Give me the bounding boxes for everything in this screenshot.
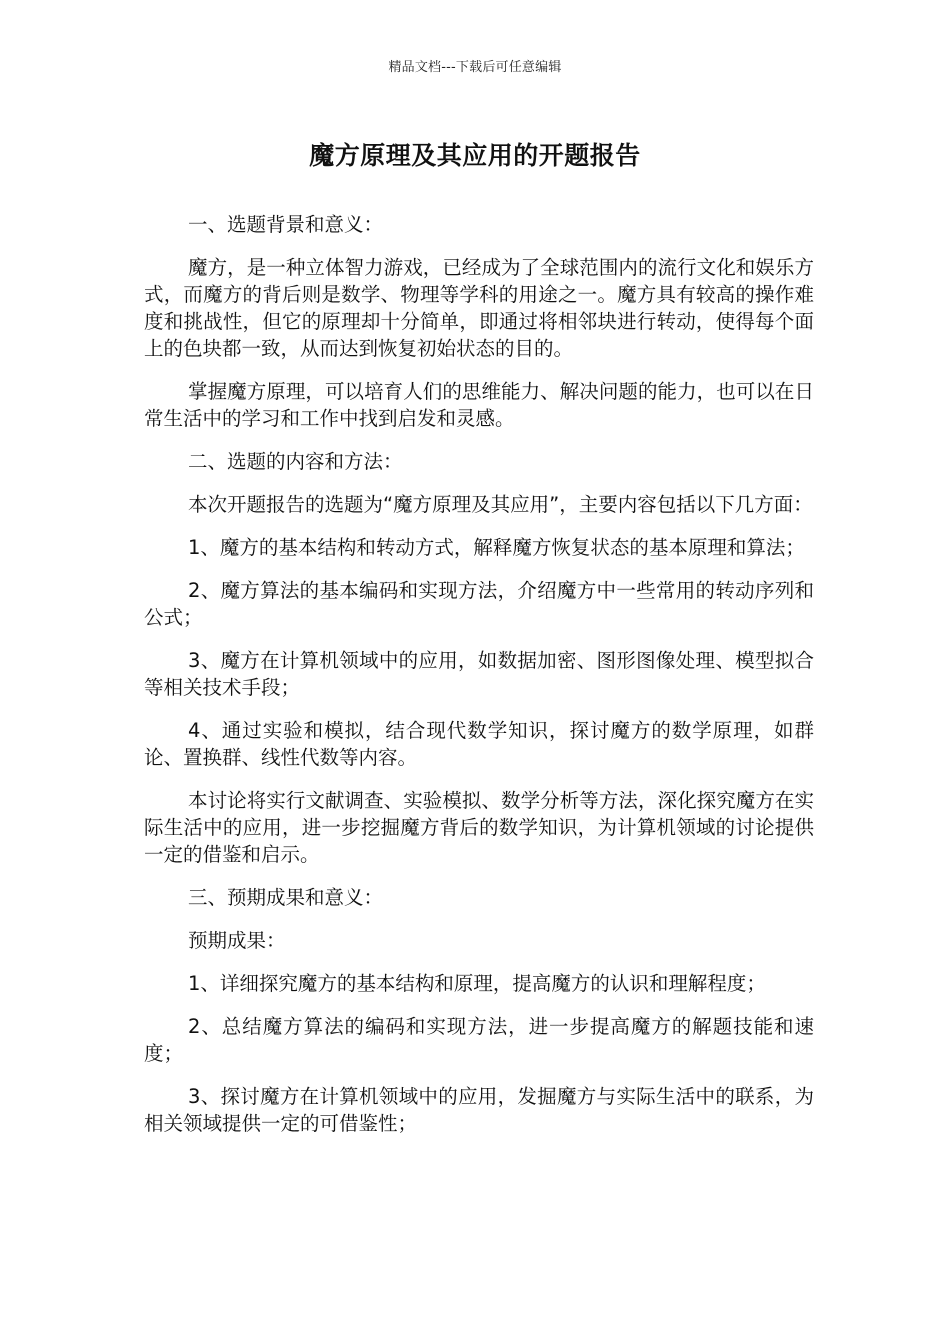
document-title: 魔方原理及其应用的开题报告 <box>309 141 641 170</box>
list-item-content-1: 1、魔方的基本结构和转动方式，解释魔方恢复状态的基本原理和算法； <box>188 536 805 559</box>
list-item-content-4: 4、通过实验和模拟，结合现代数学知识，探讨魔方的数学原理，如群论、置换群、线性代数等内容。 <box>144 719 814 769</box>
list-item-outcome-3: 3、探讨魔方在计算机领域中的应用，发掘魔方与实际生活中的联系，为相关领域提供一定的可借鉴性； <box>144 1085 814 1135</box>
list-item-content-2: 2、魔方算法的基本编码和实现方法，介绍魔方中一些常用的转动序列和公式； <box>144 579 814 629</box>
section-heading-content: 二、选题的内容和方法： <box>188 450 403 473</box>
paragraph-intro: 魔方，是一种立体智力游戏，已经成为了全球范围内的流行文化和娱乐方式，而魔方的背后则是数学、物理等学科的用途之一。魔方具有较高的操作难度和挑战性，但它的原理却十分简单，即通过将相邻块进行转动，使得每个面上的色块都一致，从而达到恢复初始状态的目的。 <box>144 256 814 360</box>
paragraph-significance: 掌握魔方原理，可以培育人们的思维能力、解决问题的能力，也可以在日常生活中的学习和工作中找到启发和灵感。 <box>144 380 814 430</box>
subheading-expected-results: 预期成果： <box>188 929 286 952</box>
section-heading-outcomes: 三、预期成果和意义： <box>188 886 384 909</box>
paragraph-topic: 本次开题报告的选题为“魔方原理及其应用”，主要内容包括以下几方面： <box>188 493 813 516</box>
list-item-content-3: 3、魔方在计算机领域中的应用，如数据加密、图形图像处理、模型拟合等相关技术手段； <box>144 649 814 699</box>
document-body <box>144 211 814 1153</box>
paragraph-methods: 本讨论将实行文献调查、实验模拟、数学分析等方法，深化探究魔方在实际生活中的应用，进一步挖掘魔方背后的数学知识，为计算机领域的讨论提供一定的借鉴和启示。 <box>144 789 814 866</box>
list-item-outcome-1: 1、详细探究魔方的基本结构和原理，提高魔方的认识和理解程度； <box>188 972 766 995</box>
list-item-outcome-2: 2、总结魔方算法的编码和实现方法，进一步提高魔方的解题技能和速度； <box>144 1015 814 1065</box>
section-heading-background: 一、选题背景和意义： <box>188 213 384 236</box>
header-note: 精品文档---下载后可任意编辑 <box>388 60 562 75</box>
